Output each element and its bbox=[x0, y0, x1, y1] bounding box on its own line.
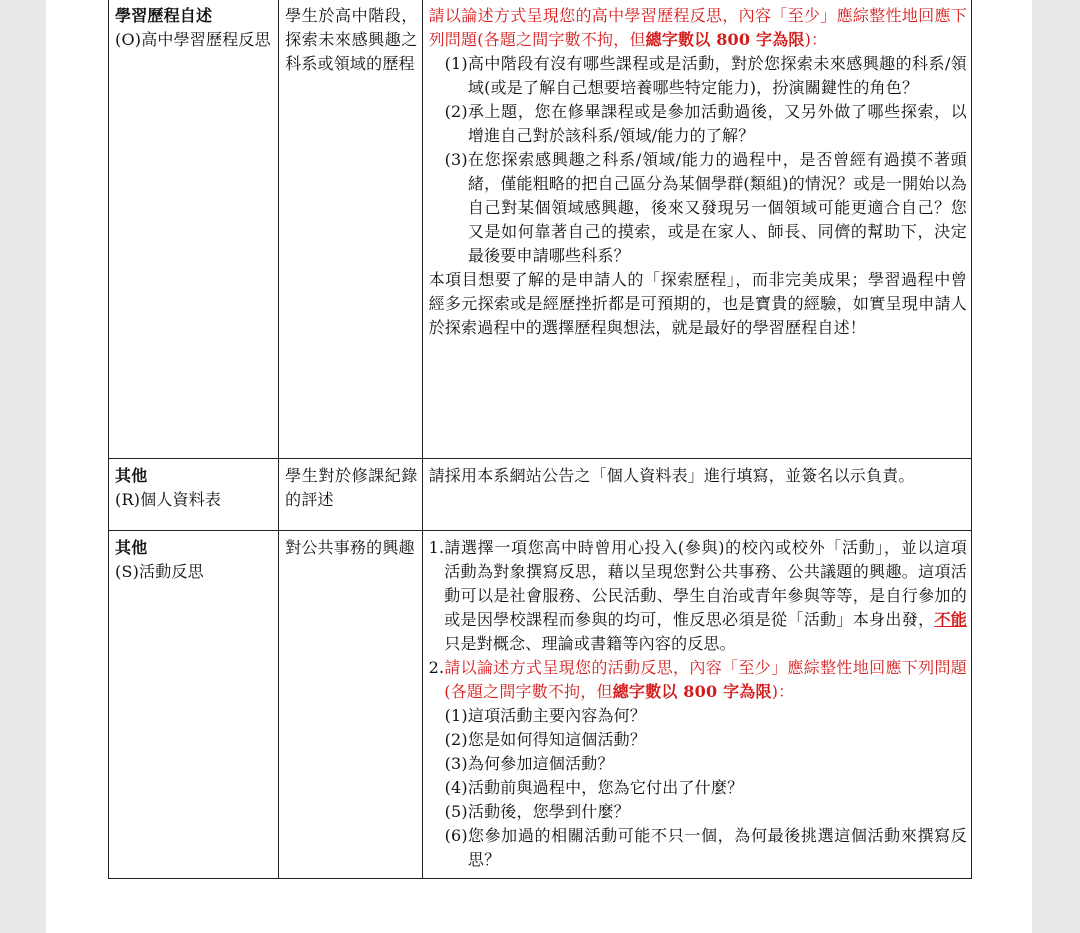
closing-paragraph: 本項目想要了解的是申請人的「探索歷程」，而非完美成果；學習過程中曾經多元探索或是經歷挫折都是可預期的，也是寶貴的經驗，如實呈現申請人於探索過程中的選擇歷程與想法，就是最好的學習歷程自述！ bbox=[428, 270, 967, 337]
table-row bbox=[109, 531, 972, 879]
category-cell bbox=[109, 531, 279, 879]
question-number: (1) bbox=[444, 54, 468, 73]
description-cell: 學生對於修課紀錄的評述 bbox=[279, 459, 422, 531]
list-item bbox=[445, 704, 967, 728]
table-row bbox=[109, 0, 972, 459]
question-number: (6) bbox=[444, 826, 468, 845]
question-text: 活動後，您學到什麼？ bbox=[467, 802, 630, 821]
list-item bbox=[445, 100, 967, 148]
list-item bbox=[445, 776, 967, 800]
paragraph-number: 2. bbox=[428, 658, 445, 677]
question-number: (1) bbox=[444, 706, 468, 725]
list-item bbox=[445, 800, 967, 824]
intro-text: 請以論述方式呈現您的高中學習歷程反思，內容「至少」應綜整性地回應下列問題(各題之間字數不拘，但 bbox=[428, 6, 967, 49]
category-label: 其他 bbox=[115, 538, 148, 557]
content-cell bbox=[422, 531, 971, 879]
question-number: (3) bbox=[444, 754, 468, 773]
activity-instruction-end: 只是對概念、理論或書籍等內容的反思。 bbox=[444, 634, 736, 653]
item-label: (O)高中學習歷程反思 bbox=[115, 30, 271, 49]
question-text: 高中階段有沒有哪些課程或是活動，對於您探索未來感興趣的科系/領域(或是了解自己想要培養哪些特定能力)，扮演關鍵性的角色？ bbox=[467, 54, 967, 97]
table-row bbox=[109, 459, 972, 531]
question-number: (3) bbox=[444, 150, 468, 169]
item-label: (S)活動反思 bbox=[115, 562, 204, 581]
reflection-end: )： bbox=[771, 682, 795, 701]
description-cell: 學生於高中階段，探索未來感興趣之科系或領域的歷程 bbox=[279, 0, 422, 459]
question-text: 您是如何得知這個活動？ bbox=[467, 730, 647, 749]
intro-end: )： bbox=[804, 30, 828, 49]
category-cell bbox=[109, 0, 279, 459]
list-item bbox=[429, 656, 967, 704]
category-label: 其他 bbox=[115, 466, 148, 485]
question-text: 活動前與過程中，您為它付出了什麼？ bbox=[467, 778, 744, 797]
question-text: 您參加過的相關活動可能不只一個，為何最後挑選這個活動來撰寫反思？ bbox=[467, 826, 967, 869]
list-item bbox=[445, 728, 967, 752]
activity-instruction: 請選擇一項您高中時曾用心投入(參與)的校內或校外「活動」，並以這項活動為對象撰寫反思，藉以呈現您對公共事務、公共議題的興趣。這項活動可以是社會服務、公民活動、學生自治或青年參與等等，是自行參加的或是因學校課程而參與的均可，惟反思必須是從「活動」本身出發， bbox=[444, 538, 967, 629]
list-item bbox=[429, 536, 967, 656]
question-number: (2) bbox=[444, 730, 468, 749]
list-item bbox=[445, 148, 967, 268]
question-text: 為何參加這個活動？ bbox=[467, 754, 614, 773]
category-cell bbox=[109, 459, 279, 531]
question-text: 在您探索感興趣之科系/領域/能力的過程中，是否曾經有過摸不著頭緒，僅能粗略的把自己區分為某個學群(類組)的情況？或是一開始以為自己對某個領域感興趣，後來又發現另一個領域可能更適合自己？您又是如何靠著自己的摸索，或是在家人、師長、同儕的幫助下，決定最後要申請哪些科系？ bbox=[467, 150, 967, 265]
question-number: (4) bbox=[444, 778, 468, 797]
emphasis-cannot: 不能 bbox=[934, 610, 967, 629]
application-requirements-table bbox=[108, 0, 972, 879]
item-label: (R)個人資料表 bbox=[115, 490, 222, 509]
list-item bbox=[445, 752, 967, 776]
content-cell: 請採用本系網站公告之「個人資料表」進行填寫，並簽名以示負責。 bbox=[422, 459, 971, 531]
question-text: 承上題，您在修畢課程或是參加活動過後，又另外做了哪些探索，以增進自己對於該科系/領域/能力的了解？ bbox=[467, 102, 967, 145]
description-cell: 對公共事務的興趣 bbox=[279, 531, 422, 879]
category-label: 學習歷程自述 bbox=[115, 6, 213, 25]
word-limit-text: 總字數以 800 字為限 bbox=[612, 682, 772, 701]
list-item bbox=[445, 52, 967, 100]
paragraph-number: 1. bbox=[428, 538, 445, 557]
list-item bbox=[445, 824, 967, 872]
word-limit-text: 總字數以 800 字為限 bbox=[645, 30, 805, 49]
question-number: (2) bbox=[444, 102, 468, 121]
question-text: 這項活動主要內容為何？ bbox=[467, 706, 647, 725]
question-number: (5) bbox=[444, 802, 468, 821]
reflection-instruction: 請以論述方式呈現您的活動反思，內容「至少」應綜整性地回應下列問題(各題之間字數不拘，但 bbox=[444, 658, 967, 701]
content-cell bbox=[422, 0, 971, 459]
